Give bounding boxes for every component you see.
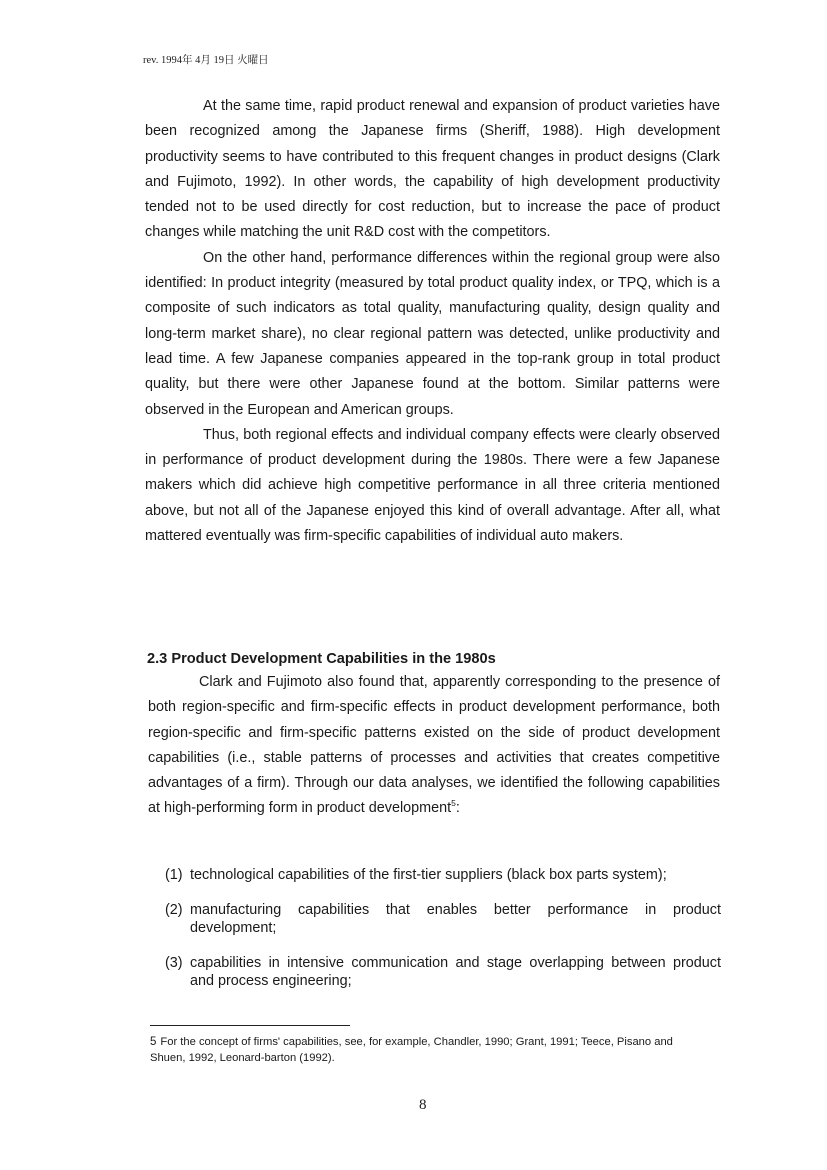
footnote-mark: 5: [150, 1036, 157, 1048]
paragraph: At the same time, rapid product renewal and expansion of product varieties have been recognized among the Japanese firms (Sheriff, 1988). High development productivity seems to have contributed to this frequent changes in product designs (Clark and Fujimoto, 1992). In other words, the capability of high development productivity tended not to be used directly for cost reduction, but to increase the pace of product changes while matching the unit R&D cost with the competitors.: [145, 98, 720, 241]
list-item-text: manufacturing capabilities that enables better performance in product development;: [190, 902, 721, 936]
section-paragraph-text: Clark and Fujimoto also found that, apparently corresponding to the presence of both region-specific and firm-specific effects in product development performance, both region-specific and firm-specific patterns existed on the side of product development capabilities (i.e., stable patterns of processes and activities that creates competitive advantages of a firm). Through our data analyses, we identified the following capabilities at high-performing form in product development: [148, 674, 720, 817]
paragraph: On the other hand, performance differences within the regional group were also identified: In product integrity (measured by total product quality index, or TPQ, which is a composite of such indicators as total quality, manufacturing quality, design quality and long-term market share), no clear regional pattern was detected, unlike productivity and lead time. A few Japanese companies appeared in the top-rank group in total product quality, but there were other Japanese found at the bottom. Similar patterns were observed in the European and American groups.: [145, 249, 720, 418]
page-number: 8: [419, 1097, 427, 1113]
footnote-divider: [150, 1025, 350, 1026]
revision-header: rev. 1994年 4月 19日 火曜日: [143, 55, 269, 66]
section-paragraph: [148, 670, 720, 822]
paragraph: Thus, both regional effects and individual company effects were clearly observed in performance of product development during the 1980s. There were a few Japanese makers which did achieve high competitive performance in all three criteria mentioned above, but not all of the Japanese enjoyed this kind of overall advantage. After all, what mattered eventually was firm-specific capabilities of individual auto makers.: [145, 426, 720, 545]
list-item-text: technological capabilities of the first-tier suppliers (black box parts system);: [190, 867, 667, 883]
body-text: [145, 94, 720, 549]
list-item-number: (3): [165, 955, 183, 971]
section-body: [148, 670, 720, 822]
section-heading: 2.3 Product Development Capabilities in the 1980s: [147, 651, 496, 667]
list-item-number: (1): [165, 867, 183, 883]
capabilities-list: [165, 866, 721, 1007]
footnote: [150, 1034, 710, 1066]
footnote-reference: 5: [451, 798, 456, 809]
footnote-text: For the concept of firms' capabilities, see, for example, Chandler, 1990; Grant, 1991; Teece, Pisano and Shuen, 1992, Leonard-barton (1992).: [150, 1036, 673, 1064]
list-item: [165, 901, 721, 937]
list-item: [165, 954, 721, 990]
section-paragraph-end: :: [455, 800, 460, 817]
list-item-text: capabilities in intensive communication and stage overlapping between product and process engineering;: [190, 955, 721, 989]
list-item: [165, 866, 721, 884]
list-item-number: (2): [165, 902, 183, 918]
